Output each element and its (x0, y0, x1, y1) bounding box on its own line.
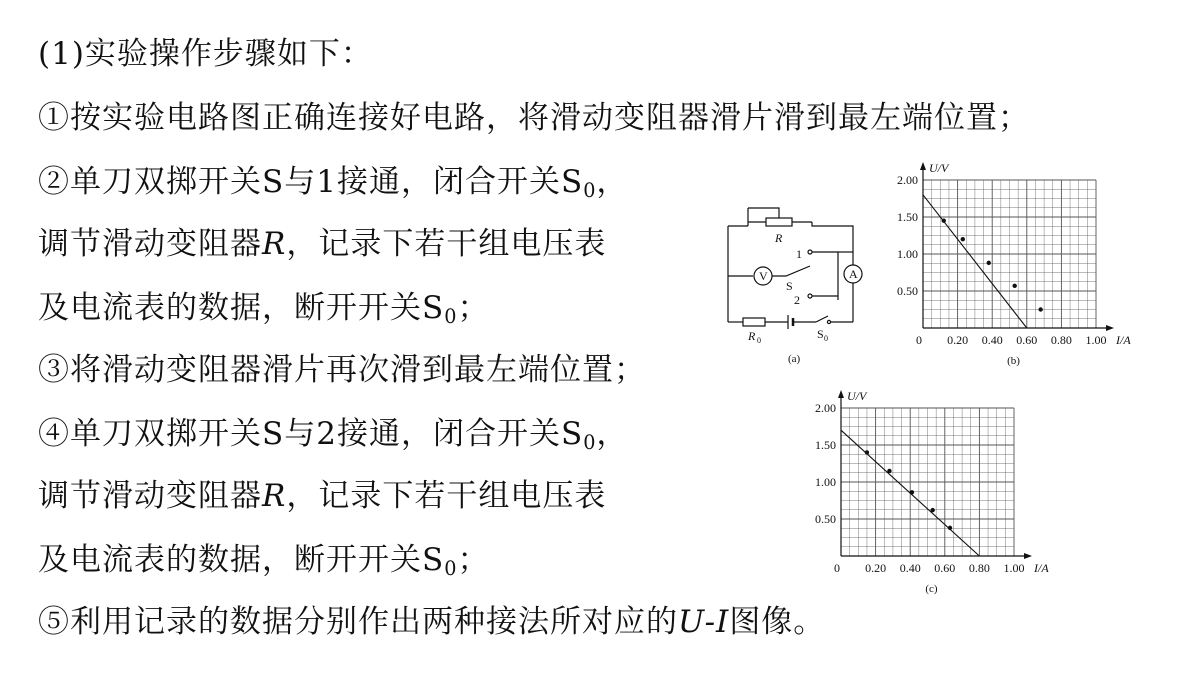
step-5-rest: 图像。 (729, 604, 826, 640)
punctuation: ， (596, 416, 629, 452)
data-point (1012, 284, 1016, 288)
x-tick-label: 0.40 (899, 561, 921, 575)
variable-r: R (262, 478, 287, 514)
punctuation: ； (457, 290, 490, 326)
step-3-text: ③将滑动变阻器滑片再次滑到最左端位置； (38, 352, 646, 388)
data-point (948, 526, 952, 530)
subscript: 0 (444, 556, 458, 580)
data-point (1038, 307, 1042, 311)
variable-r: R (262, 226, 287, 262)
data-point (961, 237, 965, 241)
label-s0: S (817, 327, 824, 341)
x-tick-label: 0.80 (968, 561, 990, 575)
step-3 (38, 350, 646, 390)
label-contact-1: 1 (796, 247, 802, 261)
variable-ui: U-I (678, 604, 730, 640)
x-tick-label: 0.20 (947, 333, 969, 347)
step-4-line-1-text: ④单刀双掷开关S与2接通，闭合开关S (38, 416, 584, 452)
label-r0: R (748, 329, 756, 343)
step-1 (38, 98, 1030, 138)
heading (38, 34, 373, 74)
y-tick-label: 1.50 (815, 438, 836, 452)
label-r0-sub: 0 (757, 336, 761, 345)
y-tick-label: 0.50 (897, 284, 918, 298)
y-axis-arrow (838, 390, 844, 398)
step-1-text: ①按实验电路图正确连接好电路，将滑动变阻器滑片滑到最左端位置； (38, 100, 1030, 136)
subscript: 0 (444, 304, 458, 328)
step-4-line-2-rest: ，记录下若干组电压表 (286, 478, 607, 514)
graph-caption: (b) (1007, 355, 1020, 367)
label-contact-2: 2 (794, 293, 800, 307)
switch-s0-blade (816, 316, 828, 322)
caption-a: (a) (788, 353, 801, 365)
step-5 (38, 602, 825, 642)
y-tick-label: 2.00 (897, 173, 918, 187)
circuit-diagram (718, 190, 868, 370)
y-tick-label: 0.50 (815, 512, 836, 526)
y-tick-label: 1.00 (897, 247, 918, 261)
graph-c (798, 378, 1063, 596)
x-axis-arrow (1106, 325, 1114, 331)
heading-text: (1)实验操作步骤如下： (38, 36, 373, 72)
step-4-line-1 (38, 414, 628, 463)
x-axis-label: I/A (1034, 561, 1049, 575)
x-tick-label: 0.20 (865, 561, 887, 575)
subscript: 0 (583, 430, 597, 454)
step-2-line-2 (38, 224, 606, 264)
step-4-line-3 (38, 540, 489, 589)
data-point (987, 261, 991, 265)
data-point (865, 450, 869, 454)
step-2-line-3-text: 及电流表的数据，断开开关S (38, 290, 445, 326)
step-5-text: ⑤利用记录的数据分别作出两种接法所对应的 (38, 604, 678, 640)
x-tick-label: 0.80 (1050, 333, 1072, 347)
step-4-line-3-text: 及电流表的数据，断开开关S (38, 542, 445, 578)
punctuation: ， (596, 164, 629, 200)
y-axis-label: U/V (847, 389, 867, 403)
x-tick-label: 0 (916, 333, 922, 347)
x-tick-label: 0.60 (934, 561, 956, 575)
step-2-line-3 (38, 288, 489, 337)
step-2-line-2-rest: ，记录下若干组电压表 (286, 226, 607, 262)
resistor-symbol (743, 318, 765, 326)
y-tick-label: 1.00 (815, 475, 836, 489)
step-2-line-1-text: ②单刀双掷开关S与1接通，闭合开关S (38, 164, 584, 200)
x-axis-label: I/A (1116, 333, 1131, 347)
y-axis-arrow (920, 162, 926, 170)
x-axis-arrow (1024, 553, 1032, 559)
x-tick-label: 0.60 (1016, 333, 1038, 347)
label-r: R (775, 231, 783, 245)
label-a: A (849, 267, 858, 281)
graph-caption: (c) (925, 583, 938, 595)
step-4-line-2-text: 调节滑动变阻器 (38, 478, 262, 514)
rheostat-symbol (766, 218, 792, 226)
data-point (942, 219, 946, 223)
graph-b (880, 150, 1145, 368)
label-v: V (759, 269, 768, 283)
y-tick-label: 1.50 (897, 210, 918, 224)
step-2-line-1 (38, 162, 628, 211)
x-tick-label: 0 (834, 561, 840, 575)
x-tick-label: 1.00 (1085, 333, 1107, 347)
y-tick-label: 2.00 (815, 401, 836, 415)
subscript: 0 (583, 178, 597, 202)
label-s0-sub: 0 (824, 334, 828, 343)
data-point (887, 469, 891, 473)
step-2-line-2-text: 调节滑动变阻器 (38, 226, 262, 262)
x-tick-label: 1.00 (1003, 561, 1025, 575)
data-point (930, 508, 934, 512)
punctuation: ； (457, 542, 490, 578)
step-4-line-2 (38, 476, 606, 516)
y-axis-label: U/V (929, 161, 949, 175)
x-tick-label: 0.40 (981, 333, 1003, 347)
label-s: S (786, 279, 793, 293)
data-point (910, 490, 914, 494)
